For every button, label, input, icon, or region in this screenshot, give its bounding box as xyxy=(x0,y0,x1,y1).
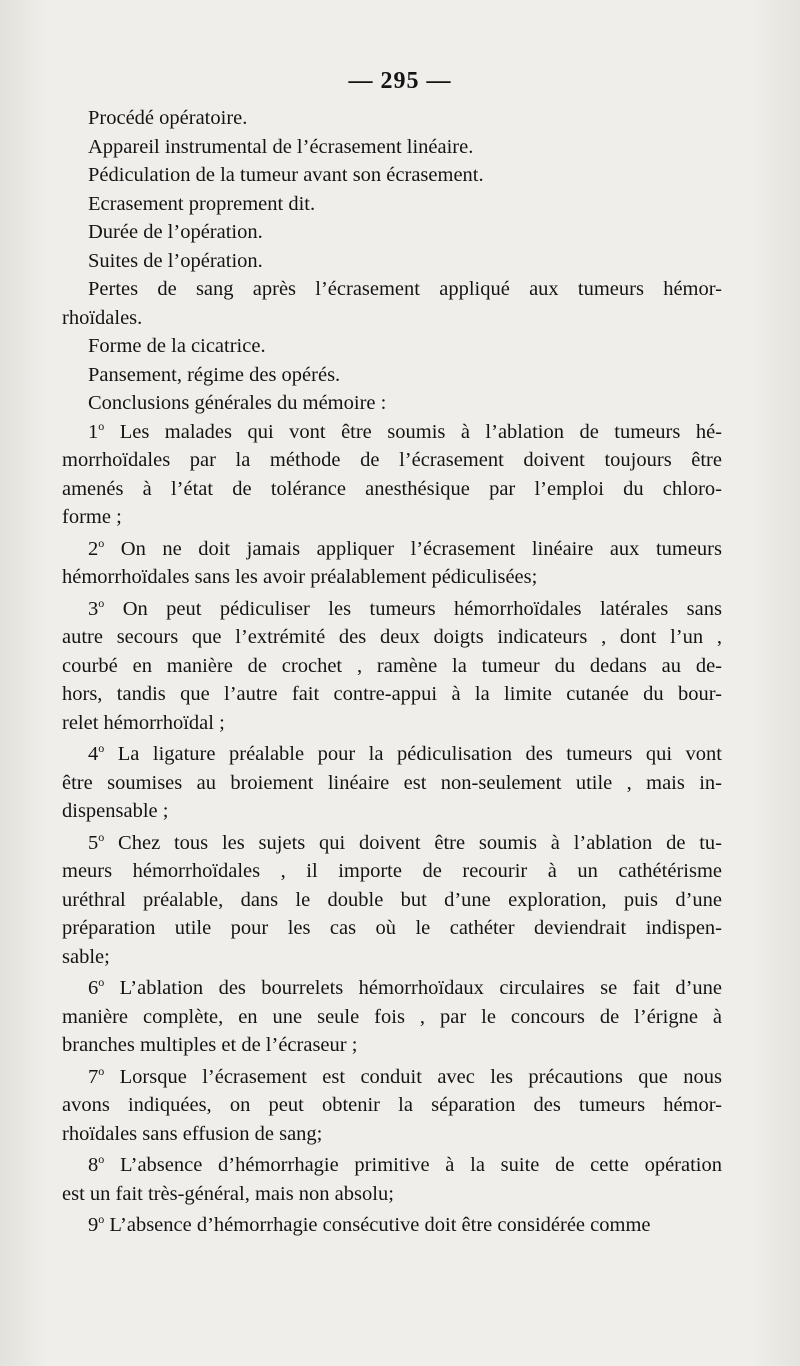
conclusion-line: branches multiples et de l’écraseur ; xyxy=(62,1034,358,1056)
conclusion-line xyxy=(62,595,722,624)
conclusion-line: morrhoïdales par la méthode de l’écrasement doivent toujours être xyxy=(62,449,722,471)
conclusion-item xyxy=(62,535,722,595)
conclusion-line xyxy=(62,1211,722,1240)
conclusion-number: 3 xyxy=(88,597,99,620)
conclusion-line xyxy=(62,1151,722,1180)
conclusions-list xyxy=(62,418,722,1243)
ordinal-mark: o xyxy=(98,829,105,844)
conclusion-line: meurs hémorrhoïdales , il importe de recourir à un cathétérisme xyxy=(62,860,722,882)
conclusion-text: On peut pédiculiser les tumeurs hémorrhoïdales latérales sans xyxy=(104,597,722,620)
conclusion-line: manière complète, en une seule fois , par le concours de l’érigne à xyxy=(62,1005,722,1028)
conclusion-item xyxy=(62,829,722,975)
conclusion-item xyxy=(62,595,722,741)
conclusion-line: hors, tandis que l’autre fait contre-appui à la limite cutanée du bour- xyxy=(62,683,722,705)
conclusion-line: avons indiquées, on peut obtenir la séparation des tumeurs hémor- xyxy=(62,1094,722,1116)
conclusion-item xyxy=(62,974,722,1063)
summary-line: Procédé opératoire. xyxy=(88,107,248,129)
conclusion-text: Les malades qui vont être soumis à l’ablation de tumeurs hé- xyxy=(104,420,722,443)
ordinal-mark: o xyxy=(98,1063,105,1078)
conclusion-line: amenés à l’état de tolérance anesthésique par l’emploi du chloro- xyxy=(62,477,722,500)
conclusion-number: 2 xyxy=(88,537,99,560)
conclusion-text: L’absence d’hémorrhagie consécutive doit être considérée comme xyxy=(104,1214,651,1236)
ordinal-mark: o xyxy=(98,1152,105,1167)
summary-line: Conclusions générales du mémoire : xyxy=(88,392,387,414)
conclusion-line xyxy=(62,535,722,564)
summary-line: Pertes de sang après l’écrasement appliqué aux tumeurs hémor- xyxy=(88,278,722,300)
ordinal-mark: o xyxy=(98,418,105,433)
page-number: — 295 — xyxy=(348,68,452,94)
conclusion-line: courbé en manière de crochet , ramène la tumeur du dedans au de- xyxy=(62,654,722,677)
summary-line: rhoïdales. xyxy=(62,306,143,329)
conclusion-line: être soumises au broiement linéaire est non-seulement utile , mais in- xyxy=(62,771,722,794)
conclusion-text: Chez tous les sujets qui doivent être soumis à l’ablation de tu- xyxy=(104,831,722,854)
conclusion-text: On ne doit jamais appliquer l’écrasement linéaire aux tumeurs xyxy=(104,537,722,560)
body-text xyxy=(62,104,722,1243)
conclusion-line: sable; xyxy=(62,945,110,968)
conclusion-number: 1 xyxy=(88,420,99,443)
summary-line: Appareil instrumental de l’écrasement linéaire. xyxy=(88,135,474,158)
conclusion-number: 4 xyxy=(88,743,99,765)
ordinal-mark: o xyxy=(98,741,105,756)
ordinal-mark: o xyxy=(98,535,105,550)
conclusion-item xyxy=(62,1151,722,1211)
conclusion-text: La ligature préalable pour la pédiculisation des tumeurs qui vont xyxy=(104,743,722,765)
conclusion-item xyxy=(62,740,722,829)
conclusion-item xyxy=(62,1211,722,1243)
conclusion-number: 7 xyxy=(88,1065,99,1088)
conclusion-number: 8 xyxy=(88,1154,99,1176)
conclusion-line: rhoïdales sans effusion de sang; xyxy=(62,1122,323,1145)
conclusion-text: Lorsque l’écrasement est conduit avec les précautions que nous xyxy=(104,1065,722,1088)
conclusion-line: uréthral préalable, dans le double but d’une exploration, puis d’une xyxy=(62,888,722,911)
summary-line: Forme de la cicatrice. xyxy=(88,335,266,357)
conclusion-line xyxy=(62,829,722,858)
conclusion-line xyxy=(62,1063,722,1092)
conclusion-line: est un fait très-général, mais non absolu; xyxy=(62,1182,394,1205)
conclusion-line xyxy=(62,974,722,1003)
conclusion-number: 6 xyxy=(88,977,99,999)
conclusion-line: dispensable ; xyxy=(62,800,169,822)
conclusion-line: forme ; xyxy=(62,506,122,528)
conclusion-line xyxy=(62,418,722,447)
conclusion-item xyxy=(62,418,722,535)
ordinal-mark: o xyxy=(98,595,105,610)
ordinal-mark: o xyxy=(98,975,105,990)
conclusion-item xyxy=(62,1063,722,1152)
summary-line: Pédiculation de la tumeur avant son écrasement. xyxy=(88,164,484,186)
conclusion-number: 5 xyxy=(88,831,99,854)
summary-line: Pansement, régime des opérés. xyxy=(88,363,341,386)
conclusion-line: autre secours que l’extrémité des deux doigts indicateurs , dont l’un , xyxy=(62,626,722,648)
ordinal-mark: o xyxy=(98,1212,105,1227)
conclusion-text: L’ablation des bourrelets hémorrhoïdaux circulaires se fait d’une xyxy=(104,977,722,999)
conclusion-line: hémorrhoïdales sans les avoir préalablement pédiculisées; xyxy=(62,566,538,588)
summary-line: Ecrasement proprement dit. xyxy=(88,192,316,215)
conclusion-line: relet hémorrhoïdal ; xyxy=(62,711,225,734)
summary-line: Durée de l’opération. xyxy=(88,221,263,243)
conclusion-line xyxy=(62,740,722,769)
conclusion-line: préparation utile pour les cas où le cathéter deviendrait indispen- xyxy=(62,917,722,939)
conclusion-number: 9 xyxy=(88,1214,99,1236)
summary-line: Suites de l’opération. xyxy=(88,249,263,272)
conclusion-text: L’absence d’hémorrhagie primitive à la suite de cette opération xyxy=(104,1154,722,1176)
